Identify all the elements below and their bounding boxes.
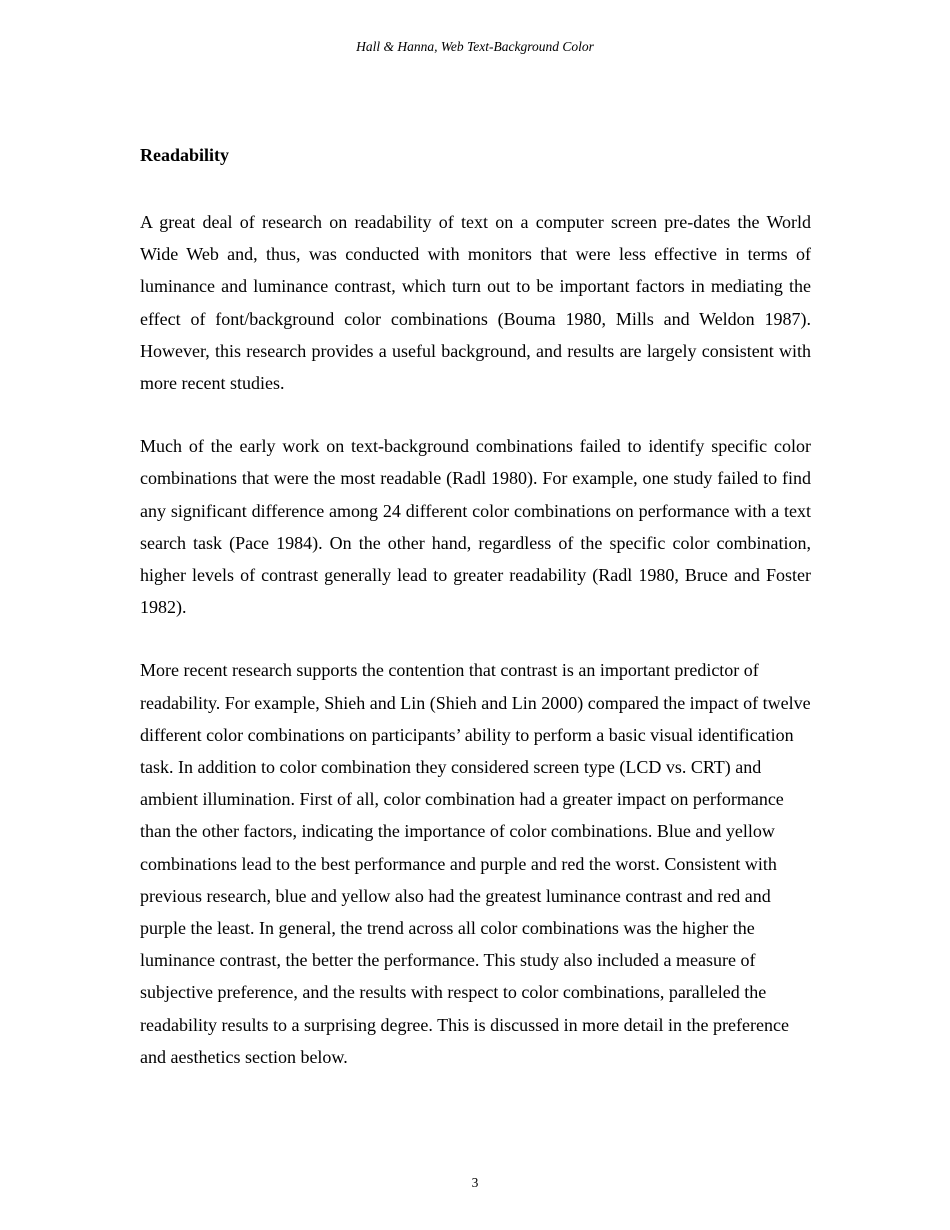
paragraph-1: A great deal of research on readability of text on a computer screen pre-dates the World Wide Web and, thus, was conducted with monitors that were less effective in terms of luminance and luminance contrast, which turn out to be important factors in mediating the effect of font/background color combinations (Bouma 1980, Mills and Weldon 1987). However, this research provides a useful background, and results are largely consistent with more recent studies. xyxy=(140,212,811,394)
page-number: 3 xyxy=(471,1175,479,1190)
paragraph-2: Much of the early work on text-background combinations failed to identify specific color combinations that were the most readable (Radl 1980). For example, one study failed to find any significant difference among 24 different color combinations on performance with a text search task (Pace 1984). On the other hand, regardless of the specific color combination, higher levels of contrast generally lead to greater readability (Radl 1980, Bruce and Foster 1982). xyxy=(140,436,811,618)
paragraph-3: More recent research supports the contention that contrast is an important predictor of readability. For example, Shieh and Lin (Shieh and Lin 2000) compared the impact of twelve different color combinations on participants’ ability to perform a basic visual identification task. In addition to color combination they considered screen type (LCD vs. CRT) and ambient illumination. First of all, color combination had a greater impact on performance than the other factors, indicating the importance of color combinations. Blue and yellow combinations lead to the best performance and purple and red the worst. Consistent with previous research, blue and yellow also had the greatest luminance contrast and red and purple the least. In general, the trend across all color combinations was the higher the luminance contrast, the better the performance. This study also included a measure of subjective preference, and the results with respect to color combinations, paralleled the readability results to a surprising degree. This is discussed in more detail in the preference and aesthetics section below. xyxy=(140,660,811,1067)
running-header: Hall & Hanna, Web Text-Background Color xyxy=(356,39,594,54)
main-content xyxy=(140,143,811,1104)
section-heading: Readability xyxy=(140,145,230,165)
